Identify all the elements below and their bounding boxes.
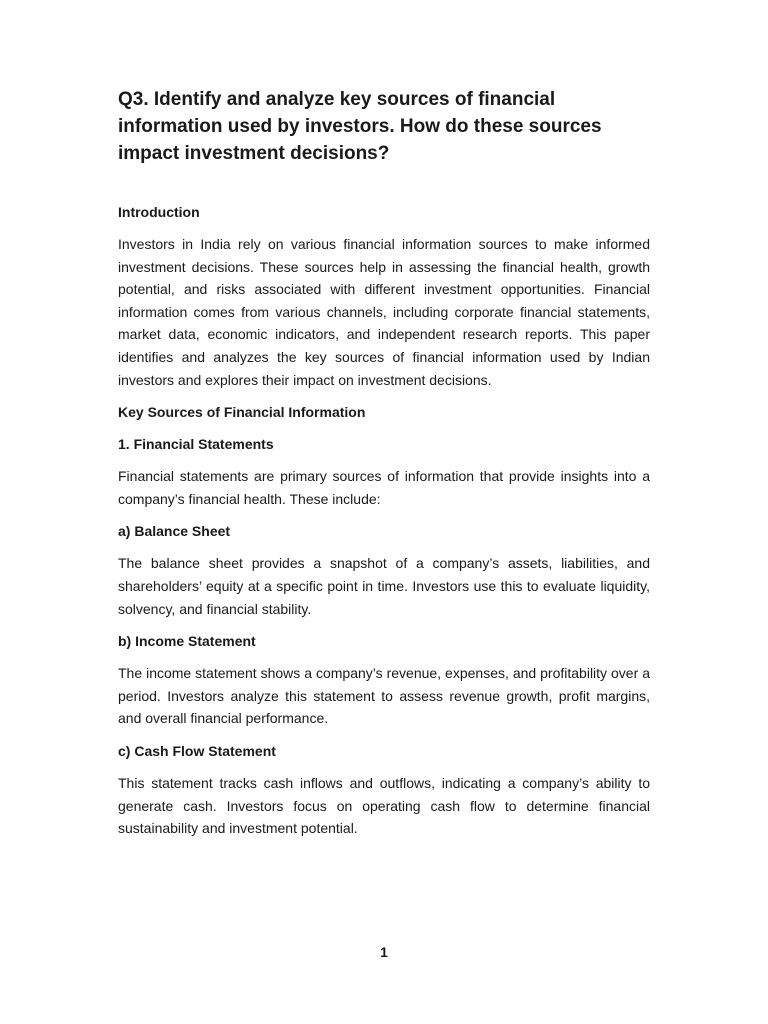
balance-sheet-paragraph: The balance sheet provides a snapshot of a company’s assets, liabilities, and shareholders’ equity at a specific point in time. Investors use this to evaluate liquidity, solvency, and financial stability. xyxy=(118,555,650,617)
subsection-heading-balance-sheet: a) Balance Sheet xyxy=(118,523,231,540)
page-number: 1 xyxy=(380,944,388,960)
subsection-heading-income-statement: b) Income Statement xyxy=(118,633,256,650)
subsection-heading-financial-statements: 1. Financial Statements xyxy=(118,436,274,453)
income-statement-paragraph: The income statement shows a company’s revenue, expenses, and profitability over a period. Investors analyze this statement to assess revenue growth, profit margins, and overall financial performance. xyxy=(118,665,650,727)
cash-flow-paragraph: This statement tracks cash inflows and outflows, indicating a company’s ability to generate cash. Investors focus on operating cash flow to determine financial sustainability and investment potential. xyxy=(118,774,650,837)
subsection-heading-cash-flow: c) Cash Flow Statement xyxy=(118,742,276,759)
section-heading-key-sources: Key Sources of Financial Information xyxy=(118,404,366,421)
document-page xyxy=(118,86,650,850)
section-heading-introduction: Introduction xyxy=(118,204,200,220)
financial-statements-paragraph: Financial statements are primary sources of information that provide insights into a company’s financial health. These include: xyxy=(118,468,650,507)
introduction-paragraph: Investors in India rely on various financial information sources to make informed investment decisions. These sources help in assessing the financial health, growth potential, and risks associated with different investment opportunities. Financial information comes from various channels, including corporate financial statements, market data, economic indicators, and independent research reports. This paper identifies and analyzes the key sources of financial information used by Indian investors and explores their impact on investment decisions. xyxy=(118,236,650,388)
document-title: Q3. Identify and analyze key sources of financial information used by investors. How do these sources impact investment decisions? xyxy=(118,89,602,164)
